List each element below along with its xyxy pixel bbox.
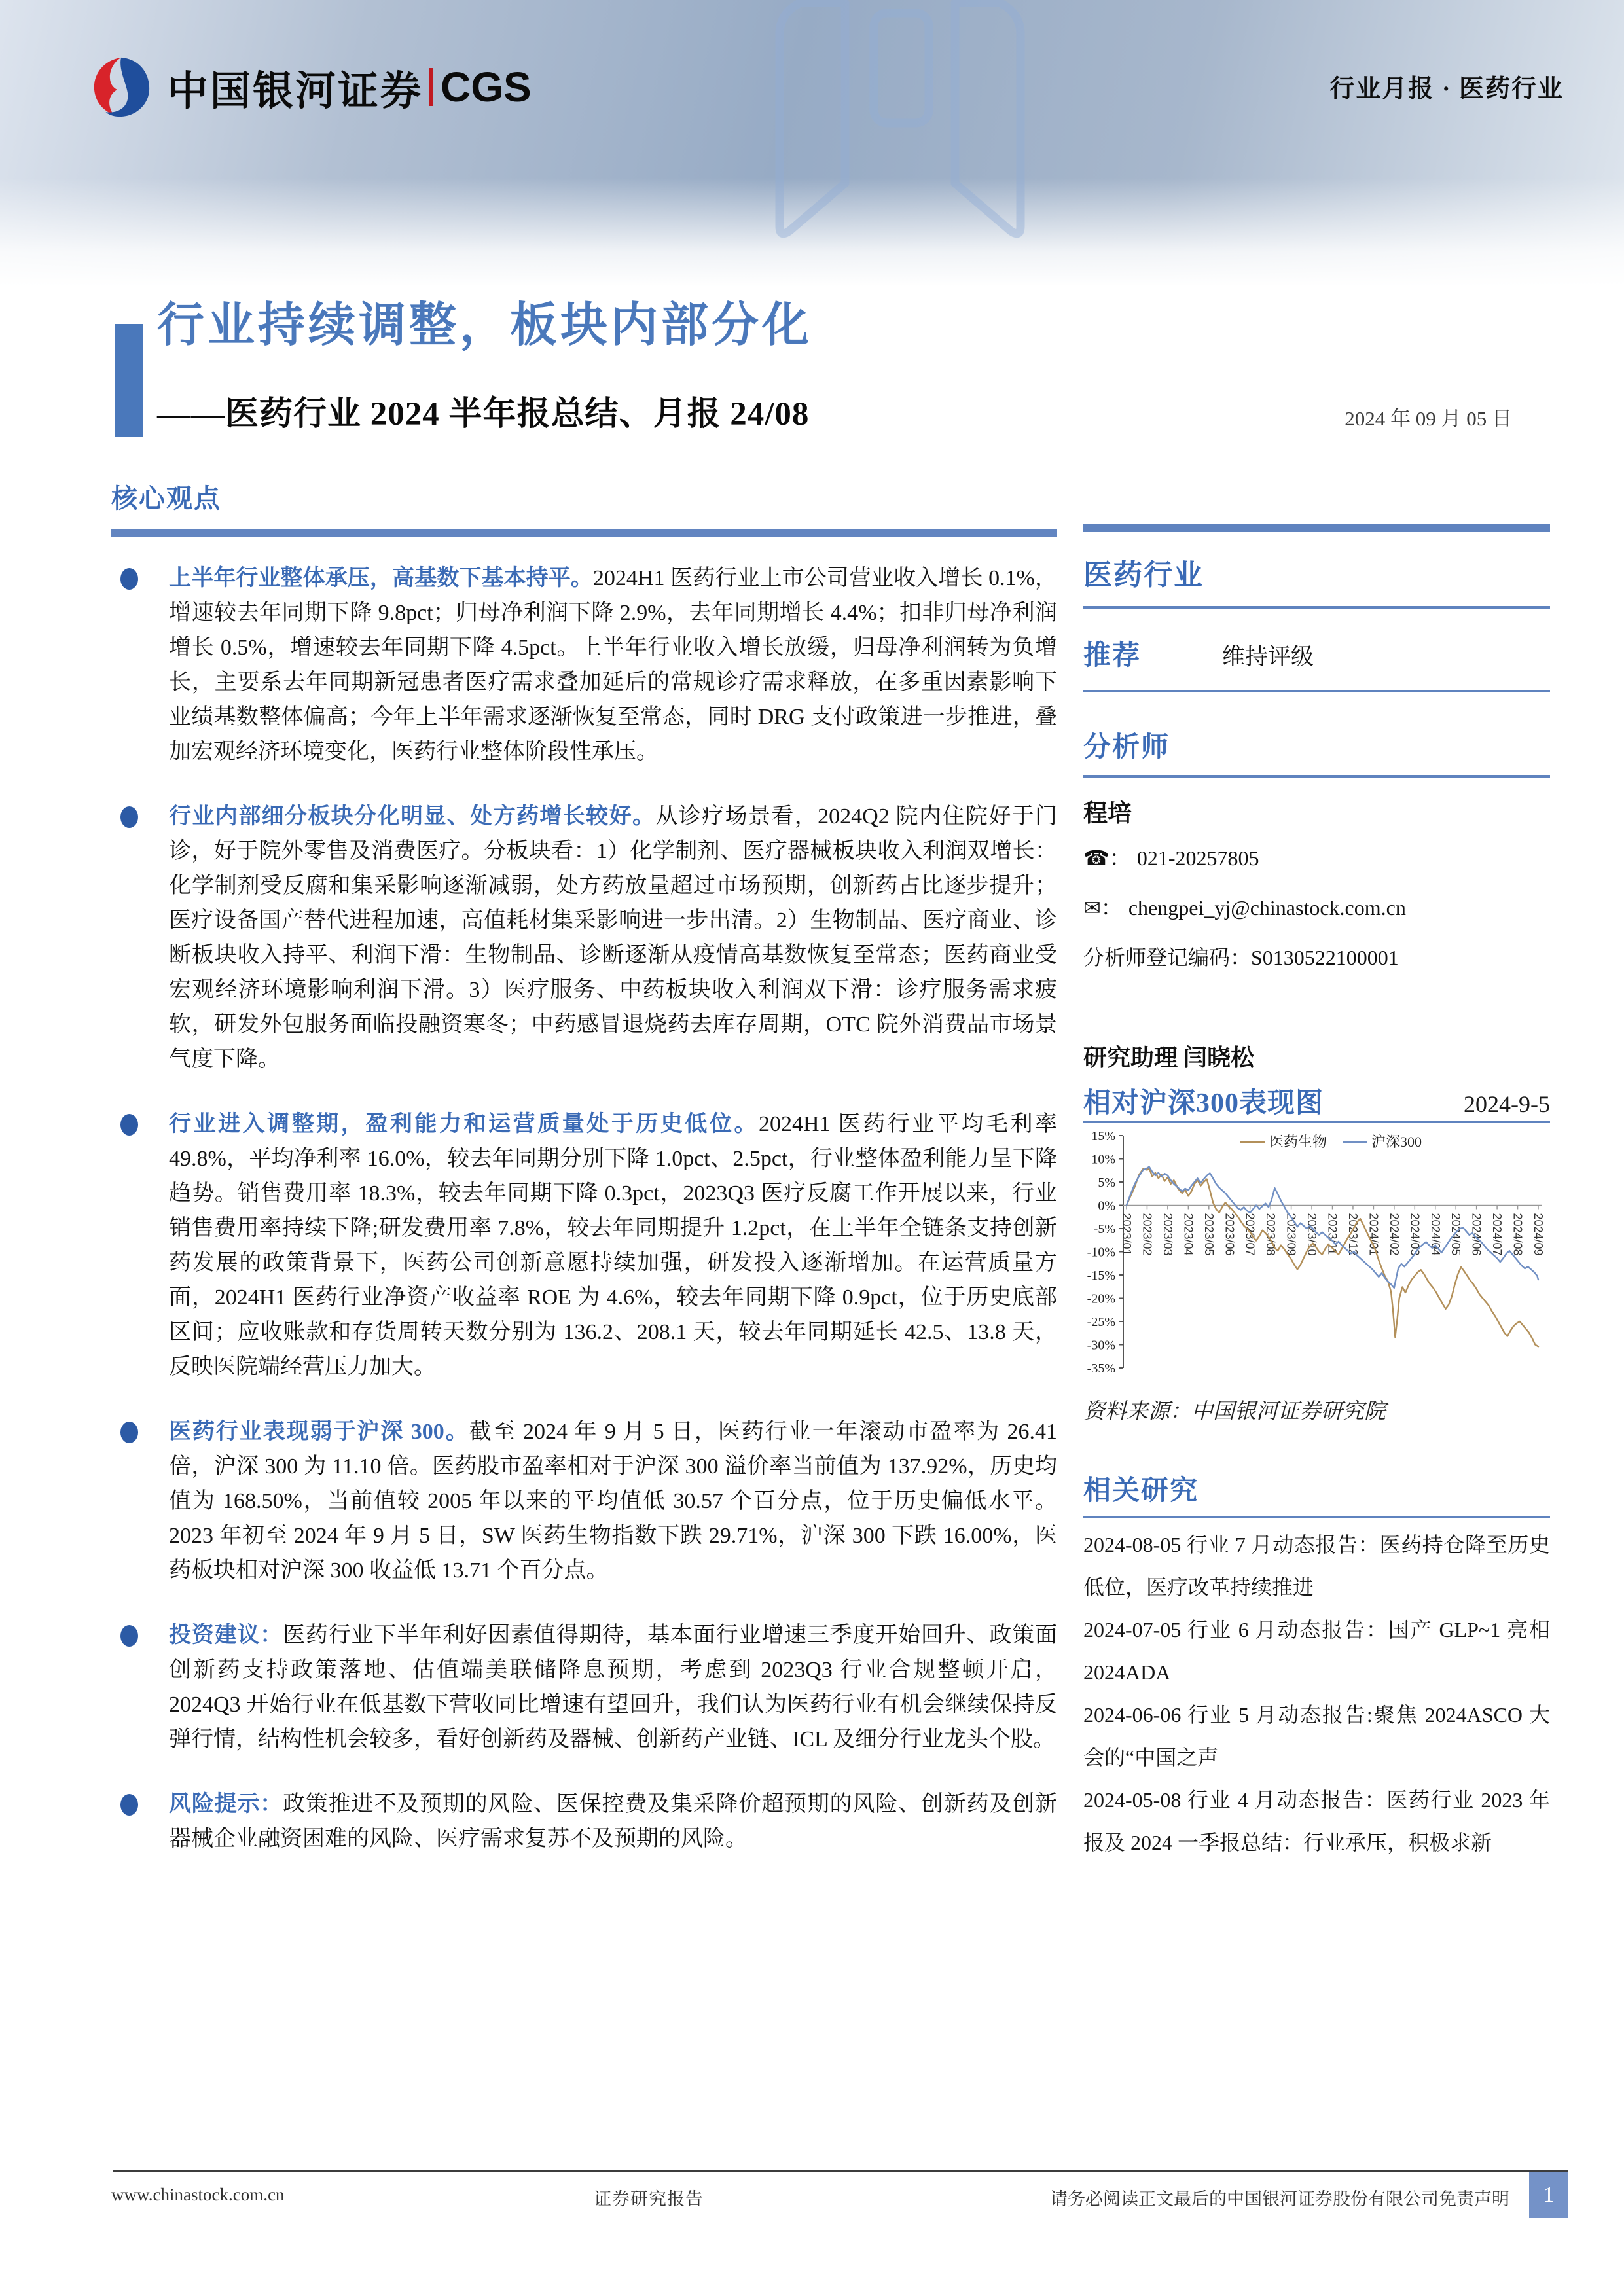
- email-icon: ✉：: [1083, 896, 1122, 920]
- research-assistant: 研究助理 闫晓松: [1083, 1045, 1255, 1071]
- svg-text:5%: 5%: [1098, 1175, 1115, 1190]
- related-research-item: 2024-06-06 行业 5 月动态报告:聚焦 2024ASCO 大会的“中国之声: [1083, 1703, 1550, 1769]
- svg-text:-15%: -15%: [1087, 1268, 1115, 1283]
- bullet-lead: 行业进入调整期，盈利能力和运营质量处于历史低位。: [169, 1112, 759, 1136]
- svg-text:-35%: -35%: [1087, 1361, 1115, 1376]
- svg-text:0%: 0%: [1098, 1198, 1115, 1213]
- bullet-dot-icon: [120, 1422, 138, 1443]
- svg-text:2024/04: 2024/04: [1428, 1213, 1442, 1256]
- analyst-license: 分析师登记编码：S0130522100001: [1083, 946, 1399, 969]
- svg-text:2023/03: 2023/03: [1161, 1213, 1174, 1256]
- svg-text:2024/09: 2024/09: [1532, 1213, 1545, 1256]
- footer-report-type: 证券研究报告: [594, 2189, 704, 2209]
- bullet-text: 截至 2024 年 9 月 5 日，医药行业一年滚动市盈率为 26.41 倍，沪深 300 为 11.10 倍。医药股市盈率相对于沪深 300 溢价率当前值为 137.92%，历史均值为 168.50%，当前值较 2005 年以来的平均值低 30.57 个百分点，位于历史偏低水平。2023 年初至 2024 年 9 月 5 日，SW 医药生物指数下跌 29.71%，沪深 300 下跌 16.00%，医药板块相对沪深 300 收益低 13.71 个百分点。: [169, 1420, 1058, 1583]
- bullet-dot-icon: [120, 1114, 138, 1136]
- brand-logo: [89, 55, 532, 119]
- bullet-lead: 风险提示：: [169, 1792, 283, 1816]
- galaxy-logo-icon: [89, 55, 153, 119]
- analyst-email: chengpei_yj@chinastock.com.cn: [1128, 896, 1406, 920]
- core-bullet-3: [111, 1107, 1057, 1384]
- sidebar: [1083, 524, 1550, 1964]
- analyst-email-row: [1083, 891, 1550, 922]
- bullet-dot-icon: [120, 568, 138, 590]
- bullet-text: 从诊疗场景看，2024Q2 院内住院好于门诊，好于院外零售及消费医疗。分板块看：1）化学制剂、医疗器械板块收入利润双增长：化学制剂受反腐和集采影响逐渐减弱，处方药放量超过市场预期，创新药占比逐步提升；医疗设备国产替代进程加速，高值耗材集采影响进一步出清。2）生物制品、医疗商业、诊断板块收入持平、利润下滑：生物制品、诊断逐渐从疫情高基数恢复至常态；医药商业受宏观经济环境影响利润下滑。3）医疗服务、中药板块收入利润双下滑：诊疗服务需求疲软，研发外包服务面临投融资寒冬；中药感冒退烧药去库存周期，OTC 院外消费品市场景气度下降。: [169, 804, 1058, 1071]
- core-bullet-6: [111, 1787, 1057, 1856]
- svg-text:2024/06: 2024/06: [1470, 1213, 1483, 1256]
- svg-text:2023/06: 2023/06: [1223, 1213, 1236, 1256]
- related-research-item: 2024-07-05 行业 6 月动态报告：国产 GLP~1 亮相 2024ADA: [1083, 1618, 1550, 1684]
- title-accent-bar: [115, 324, 143, 437]
- chart-header: [1083, 1081, 1550, 1121]
- page-number-badge: 1: [1529, 2172, 1568, 2218]
- brand-divider: [429, 68, 433, 106]
- core-bullet-4: [111, 1414, 1057, 1588]
- chart-title: 相对沪深300表现图: [1083, 1088, 1324, 1119]
- phone-icon: ☎：: [1083, 846, 1130, 870]
- svg-text:-20%: -20%: [1087, 1291, 1115, 1306]
- analyst-phone-row: [1083, 842, 1550, 872]
- svg-text:2023/12: 2023/12: [1346, 1213, 1360, 1256]
- analyst-phone: 021-20257805: [1136, 846, 1259, 870]
- report-title: 行业持续调整，板块内部分化: [157, 299, 813, 351]
- core-bullet-1: [111, 561, 1057, 769]
- page-header-banner: [0, 0, 1624, 287]
- related-research-heading: 相关研究: [1083, 1476, 1199, 1506]
- sidebar-divider: [1083, 606, 1550, 609]
- bullet-text: 医药行业下半年利好因素值得期待，基本面行业增速三季度开始回升、政策面创新药支持政策落地、估值端美联储降息预期，考虑到 2023Q3 行业合规整顿开启，2024Q3 开始行业在低基数下营收同比增速有望回升，我们认为医药行业有机会继续保持反弹行情，结构性机会较多，看好创新药及器械、创新药产业链、ICL 及细分行业龙头个股。: [169, 1623, 1058, 1751]
- core-views-section: [111, 483, 1057, 1886]
- svg-text:2023/10: 2023/10: [1305, 1213, 1319, 1256]
- bullet-lead: 上半年行业整体承压，高基数下基本持平。: [169, 566, 593, 590]
- report-subtitle: ——医药行业 2024 半年报总结、月报 24/08: [157, 396, 810, 433]
- sidebar-top-bar: [1083, 524, 1550, 532]
- svg-text:2024/01: 2024/01: [1367, 1213, 1380, 1256]
- svg-text:2024/03: 2024/03: [1408, 1213, 1422, 1256]
- cgs-watermark-icon: [717, 0, 1083, 270]
- svg-text:-25%: -25%: [1087, 1315, 1115, 1329]
- chart-source-note: 资料来源：中国银河证券研究院: [1083, 1400, 1386, 1424]
- svg-text:2023/11: 2023/11: [1326, 1213, 1339, 1255]
- svg-text:15%: 15%: [1091, 1129, 1115, 1143]
- bullet-dot-icon: [120, 1625, 138, 1647]
- rating-status: 维持评级: [1222, 644, 1314, 670]
- svg-text:沪深300: 沪深300: [1371, 1134, 1422, 1150]
- svg-text:2024/07: 2024/07: [1490, 1213, 1504, 1256]
- bullet-lead: 医药行业表现弱于沪深 300。: [169, 1420, 469, 1444]
- svg-text:2023/07: 2023/07: [1243, 1213, 1257, 1256]
- sidebar-divider: [1083, 775, 1550, 778]
- bullet-dot-icon: [120, 1794, 138, 1816]
- rating-label: 推荐: [1083, 641, 1142, 671]
- performance-chart: [1083, 1124, 1550, 1380]
- svg-text:2023/04: 2023/04: [1182, 1213, 1195, 1256]
- svg-text:10%: 10%: [1091, 1152, 1115, 1167]
- svg-text:2023/01: 2023/01: [1120, 1213, 1133, 1256]
- svg-text:2024/05: 2024/05: [1449, 1213, 1463, 1256]
- report-date: 2024 年 09 月 05 日: [1344, 407, 1512, 430]
- core-bullet-5: [111, 1618, 1057, 1757]
- footer-divider: [113, 2170, 1568, 2172]
- svg-text:-5%: -5%: [1093, 1222, 1115, 1236]
- svg-text:2023/09: 2023/09: [1284, 1213, 1298, 1256]
- svg-text:2024/02: 2024/02: [1387, 1213, 1401, 1256]
- brand-name-en: CGS: [441, 63, 532, 111]
- core-bullet-2: [111, 799, 1057, 1077]
- chart-date: 2024-9-5: [1464, 1091, 1550, 1117]
- svg-text:2024/08: 2024/08: [1511, 1213, 1525, 1256]
- footer-website: www.chinastock.com.cn: [111, 2185, 285, 2204]
- svg-text:2023/02: 2023/02: [1140, 1213, 1154, 1256]
- bullet-dot-icon: [120, 806, 138, 828]
- svg-text:2023/05: 2023/05: [1202, 1213, 1216, 1256]
- bullet-lead: 行业内部细分板块分化明显、处方药增长较好。: [169, 804, 656, 829]
- core-views-heading: 核心观点: [111, 484, 221, 513]
- sidebar-divider: [1083, 1121, 1550, 1123]
- bullet-text: 2024H1 医药行业平均毛利率 49.8%，平均净利率 16.0%，较去年同期分别下降 1.0pct、2.5pct，行业整体盈利能力呈下降趋势。销售费用率 18.3%，较去年同期下降 0.3pct，2023Q3 医疗反腐工作开展以来，行业销售费用率持续下降;研发费用率 7.8%，较去年同期提升 1.2pct，在上半年全链条支持创新药发展的政策背景下，医药公司创新意愿持续加强，研发投入逐渐增加。在运营质量方面，2024H1 医药行业净资产收益率 ROE 为 4.6%，较去年同期下降 0.9pct，位于历史底部区间；应收账款和存货周转天数分别为 136.2、208.1 天，较去年同期延长 42.5、13.8 天，反映医院端经营压力加大。: [169, 1112, 1057, 1379]
- related-research-item: 2024-08-05 行业 7 月动态报告：医药持仓降至历史低位，医疗改革持续推进: [1083, 1533, 1550, 1599]
- bullet-text: 2024H1 医药行业上市公司营业收入增长 0.1%，增速较去年同期下降 9.8pct；归母净利润下降 2.9%，去年同期增长 4.4%；扣非归母净利润增长 0.5%，增速较去年同期下降 4.5pct。上半年行业收入增长放缓，归母净利润转为负增长，主要系去年同期新冠患者医疗需求叠加延后的常规诊疗需求释放，在多重因素影响下业绩基数整体偏高；今年上半年需求逐渐恢复至常态，同时 DRG 支付政策进一步推进，叠加宏观经济环境变化，医药行业整体阶段性承压。: [169, 566, 1058, 764]
- core-views-divider: [111, 529, 1057, 537]
- report-tag: 行业月报 · 医药行业: [1329, 75, 1564, 103]
- analyst-heading: 分析师: [1083, 732, 1170, 762]
- sidebar-divider: [1083, 1516, 1550, 1518]
- svg-text:-30%: -30%: [1087, 1338, 1115, 1353]
- bullet-lead: 投资建议：: [169, 1623, 283, 1647]
- sidebar-industry-title: 医药行业: [1083, 559, 1204, 591]
- svg-text:2023/08: 2023/08: [1264, 1213, 1278, 1256]
- svg-text:医药生物: 医药生物: [1269, 1134, 1327, 1150]
- sidebar-divider: [1083, 690, 1550, 692]
- footer-disclaimer: 请务必阅读正文最后的中国银河证券股份有限公司免责声明: [1050, 2189, 1509, 2209]
- rating-row: [1083, 634, 1550, 673]
- related-research-item: 2024-05-08 行业 4 月动态报告：医药行业 2023 年报及 2024 一季报总结：行业承压，积极求新: [1083, 1788, 1550, 1854]
- brand-name-cn: 中国银河证券: [168, 68, 424, 114]
- bullet-text: 政策推进不及预期的风险、医保控费及集采降价超预期的风险、创新药及创新器械企业融资困难的风险、医疗需求复苏不及预期的风险。: [169, 1792, 1058, 1851]
- svg-text:-10%: -10%: [1087, 1245, 1115, 1260]
- analyst-name: 程培: [1083, 800, 1132, 827]
- related-research-list: [1083, 1524, 1550, 1864]
